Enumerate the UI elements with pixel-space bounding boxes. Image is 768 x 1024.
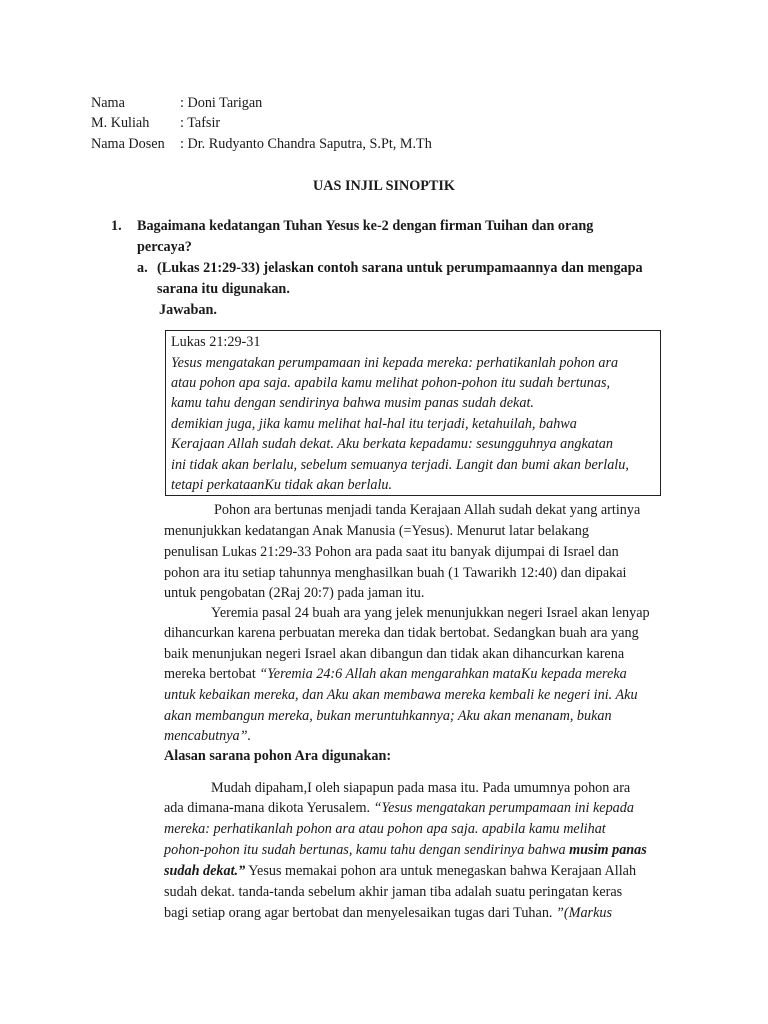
paragraph-1-line: penulisan Lukas 21:29-33 Pohon ara pada saat itu banyak dijumpai di Israel dan xyxy=(164,544,619,560)
question-number: 1. xyxy=(111,218,122,234)
scripture-citation: ”(Markus xyxy=(556,905,612,921)
name-label: Nama xyxy=(91,95,125,111)
quote-line: ini tidak akan berlalu, sebelum semuanya terjadi. Langit dan bumi akan berlalu, xyxy=(171,457,629,473)
quote-line: tetapi perkataanKu tidak akan berlalu. xyxy=(171,477,393,493)
paragraph-3-line: mereka: perhatikanlah pohon ara atau pohon apa saja. apabila kamu melihat xyxy=(164,821,606,837)
scripture-citation: “Yeremia 24:6 Allah akan mengarahkan mataKu kepada mereka xyxy=(259,666,627,682)
subquestion-line-2: sarana itu digunakan. xyxy=(157,281,290,297)
name-value: : Doni Tarigan xyxy=(180,95,263,111)
quote-reference: Lukas 21:29-31 xyxy=(171,334,261,350)
paragraph-3-line xyxy=(164,840,647,861)
reason-heading: Alasan sarana pohon Ara digunakan: xyxy=(164,748,392,764)
paragraph-3-text: Yesus memakai pohon ara untuk menegaskan bahwa Kerajaan Allah xyxy=(245,863,637,879)
answer-label: Jawaban. xyxy=(159,302,217,318)
emphasis-text: musim panas xyxy=(569,842,647,858)
course-value: : Tafsir xyxy=(180,115,221,131)
paragraph-2-text: mereka bertobat xyxy=(164,666,260,682)
scripture-citation: “Yesus mengatakan perumpamaan ini kepada xyxy=(373,800,634,816)
paragraph-3-line xyxy=(164,798,634,819)
scripture-citation: pohon-pohon itu sudah bertunas, kamu tahu dengan sendirinya bahwa xyxy=(164,842,570,858)
paragraph-1-line: menunjukkan kedatangan Anak Manusia (=Yesus). Menurut latar belakang xyxy=(164,523,589,539)
quote-line: Kerajaan Allah sudah dekat. Aku berkata kepadamu: sesungguhnya angkatan xyxy=(171,436,613,452)
paragraph-2-line: dihancurkan karena perbuatan mereka dan tidak bertobat. Sedangkan buah ara yang xyxy=(164,625,639,641)
question-line-2: percaya? xyxy=(137,239,192,255)
subquestion-letter: a. xyxy=(137,260,148,276)
paragraph-3-line: Mudah dipaham,I oleh siapapun pada masa itu. Pada umumnya pohon ara xyxy=(211,780,631,796)
emphasis-text: sudah dekat.” xyxy=(164,863,246,879)
quote-line: atau pohon apa saja. apabila kamu melihat pohon-pohon itu sudah bertunas, xyxy=(171,375,611,391)
paragraph-2-line: untuk kebaikan mereka, dan Aku akan membawa mereka kembali ke negeri ini. Aku xyxy=(164,687,638,703)
paragraph-2-line: baik menunjukan negeri Israel akan dibangun dan tidak akan dihancurkan karena xyxy=(164,646,625,662)
subquestion-line-1: (Lukas 21:29-33) jelaskan contoh sarana untuk perumpamaannya dan mengapa xyxy=(157,260,643,276)
paragraph-3-line xyxy=(164,903,612,924)
lecturer-value: : Dr. Rudyanto Chandra Saputra, S.Pt, M.Th xyxy=(180,136,432,152)
quote-line: demikian juga, jika kamu melihat hal-hal itu terjadi, ketahuilah, bahwa xyxy=(171,416,577,432)
paragraph-3-text: ada dimana-mana dikota Yerusalem. xyxy=(164,800,374,816)
paragraph-1-line: untuk pengobatan (2Raj 20:7) pada jaman itu. xyxy=(164,585,425,601)
paragraph-3-text: bagi setiap orang agar bertobat dan menyelesaikan tugas dari Tuhan. xyxy=(164,905,557,921)
paragraph-2-line: mencabutnya”. xyxy=(164,728,252,744)
paragraph-1-line: Pohon ara bertunas menjadi tanda Kerajaan Allah sudah dekat yang artinya xyxy=(214,502,641,518)
page-title: UAS INJIL SINOPTIK xyxy=(313,178,455,194)
paragraph-2-line: Yeremia pasal 24 buah ara yang jelek menunjukkan negeri Israel akan lenyap xyxy=(211,605,650,621)
paragraph-2-line xyxy=(164,664,627,685)
paragraph-3-line: sudah dekat. tanda-tanda sebelum akhir jaman tiba adalah suatu peringatan keras xyxy=(164,884,623,900)
question-line-1: Bagaimana kedatangan Tuhan Yesus ke-2 dengan firman Tuihan dan orang xyxy=(137,218,594,234)
paragraph-1-line: pohon ara itu setiap tahunnya menghasilkan buah (1 Tawarikh 12:40) dan dipakai xyxy=(164,565,627,581)
quote-line: kamu tahu dengan sendirinya bahwa musim panas sudah dekat. xyxy=(171,395,534,411)
paragraph-2-line: akan membangun mereka, bukan meruntuhkannya; Aku akan menanam, bukan xyxy=(164,708,612,724)
course-label: M. Kuliah xyxy=(91,115,150,131)
lecturer-label: Nama Dosen xyxy=(91,136,165,152)
paragraph-3-line xyxy=(164,861,636,882)
quote-line: Yesus mengatakan perumpamaan ini kepada mereka: perhatikanlah pohon ara xyxy=(171,355,619,371)
